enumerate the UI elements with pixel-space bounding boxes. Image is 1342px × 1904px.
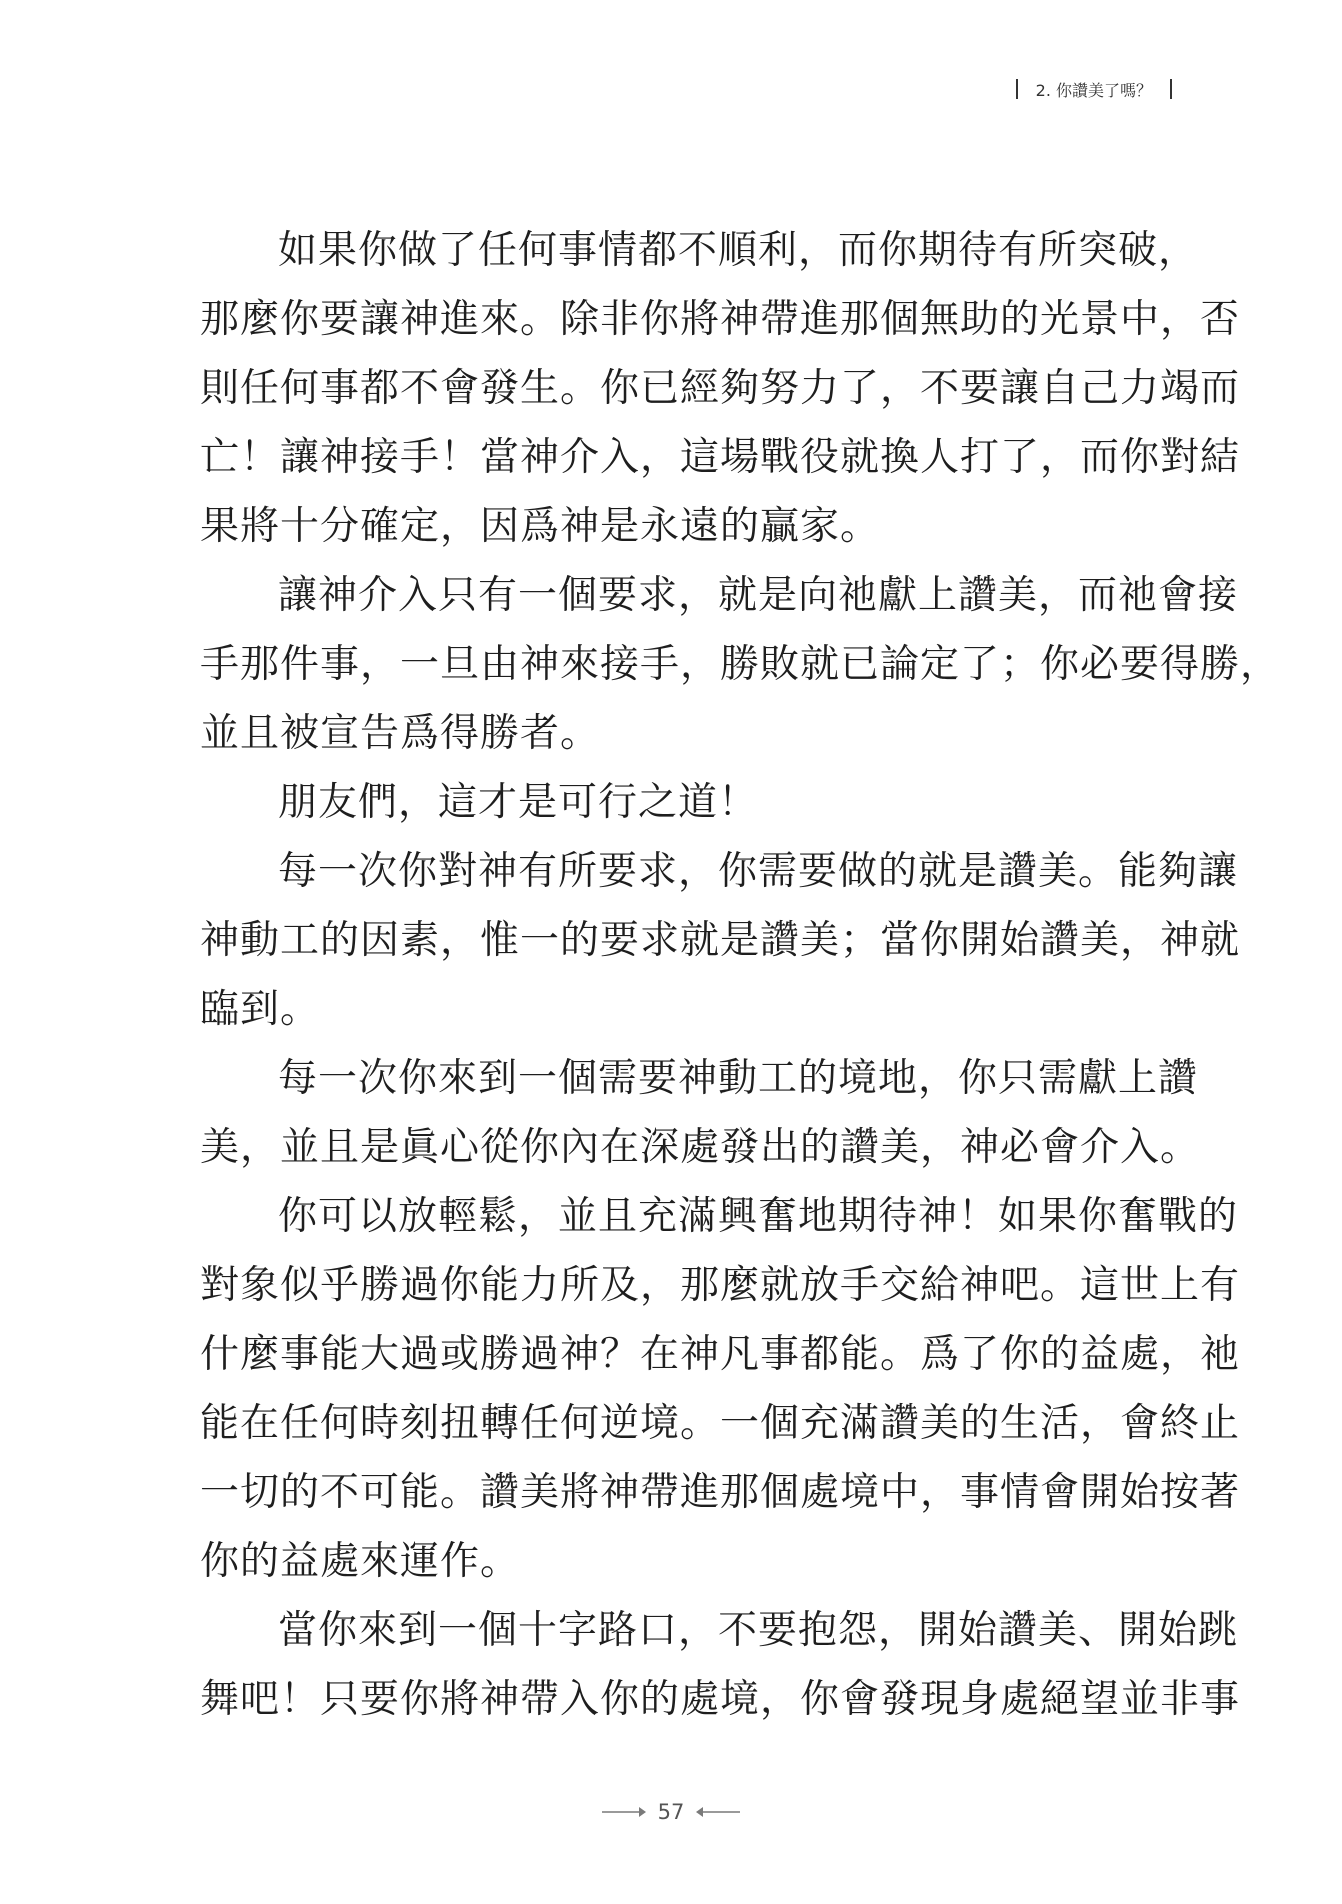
- text-line: 每一次你對神有所要求，你需要做的就是讚美。能夠讓: [278, 849, 1239, 894]
- text-line: 舞吧！只要你將神帶入你的處境，你會發現身處絕望並非事: [200, 1677, 1241, 1722]
- text-line: 並且被宣告爲得勝者。: [200, 711, 601, 756]
- text-line: 果將十分確定，因爲神是永遠的贏家。: [200, 504, 881, 549]
- footer-ornament-left-icon: [602, 1811, 644, 1813]
- text-line: 當你來到一個十字路口，不要抱怨，開始讚美、開始跳: [278, 1608, 1239, 1653]
- running-header: [1016, 76, 1172, 102]
- text-line: 一切的不可能。讚美將神帶進那個處境中，事情會開始按著: [200, 1470, 1241, 1515]
- text-line: 手那件事，一旦由神來接手，勝敗就已論定了；你必要得勝，: [200, 642, 1281, 687]
- text-line: 亡！讓神接手！當神介入，這場戰役就換人打了，而你對結: [200, 435, 1241, 480]
- header-bar-right: [1170, 79, 1172, 99]
- text-line: 什麼事能大過或勝過神？在神凡事都能。爲了你的益處，祂: [200, 1332, 1241, 1377]
- footer-ornament-right-icon: [698, 1811, 740, 1813]
- text-line: 讓神介入只有一個要求，就是向祂獻上讚美，而祂會接: [278, 573, 1239, 618]
- text-line: 那麼你要讓神進來。除非你將神帶進那個無助的光景中，否: [200, 297, 1241, 342]
- text-line: 神動工的因素，惟一的要求就是讚美；當你開始讚美，神就: [200, 918, 1241, 963]
- text-line: 每一次你來到一個需要神動工的境地，你只需獻上讚: [278, 1056, 1199, 1101]
- text-line: 臨到。: [200, 987, 321, 1032]
- page-footer: [0, 1800, 1342, 1824]
- page-number: 57: [657, 1800, 685, 1824]
- text-line: 能在任何時刻扭轉任何逆境。一個充滿讚美的生活，會終止: [200, 1401, 1241, 1446]
- text-line: 對象似乎勝過你能力所及，那麼就放手交給神吧。這世上有: [200, 1263, 1241, 1308]
- text-line: 則任何事都不會發生。你已經夠努力了，不要讓自己力竭而: [200, 366, 1241, 411]
- text-line: 你可以放輕鬆，並且充滿興奮地期待神！如果你奮戰的: [278, 1194, 1239, 1239]
- text-line: 你的益處來運作。: [200, 1539, 521, 1584]
- text-line: 如果你做了任何事情都不順利，而你期待有所突破，: [278, 228, 1199, 273]
- chapter-title: 2. 你讚美了嗎？: [1035, 80, 1152, 100]
- text-line: 美，並且是眞心從你內在深處發出的讚美，神必會介入。: [200, 1125, 1201, 1170]
- body-text: [200, 216, 1281, 1734]
- text-line: 朋友們，這才是可行之道！: [278, 780, 759, 825]
- header-bar-left: [1016, 79, 1018, 99]
